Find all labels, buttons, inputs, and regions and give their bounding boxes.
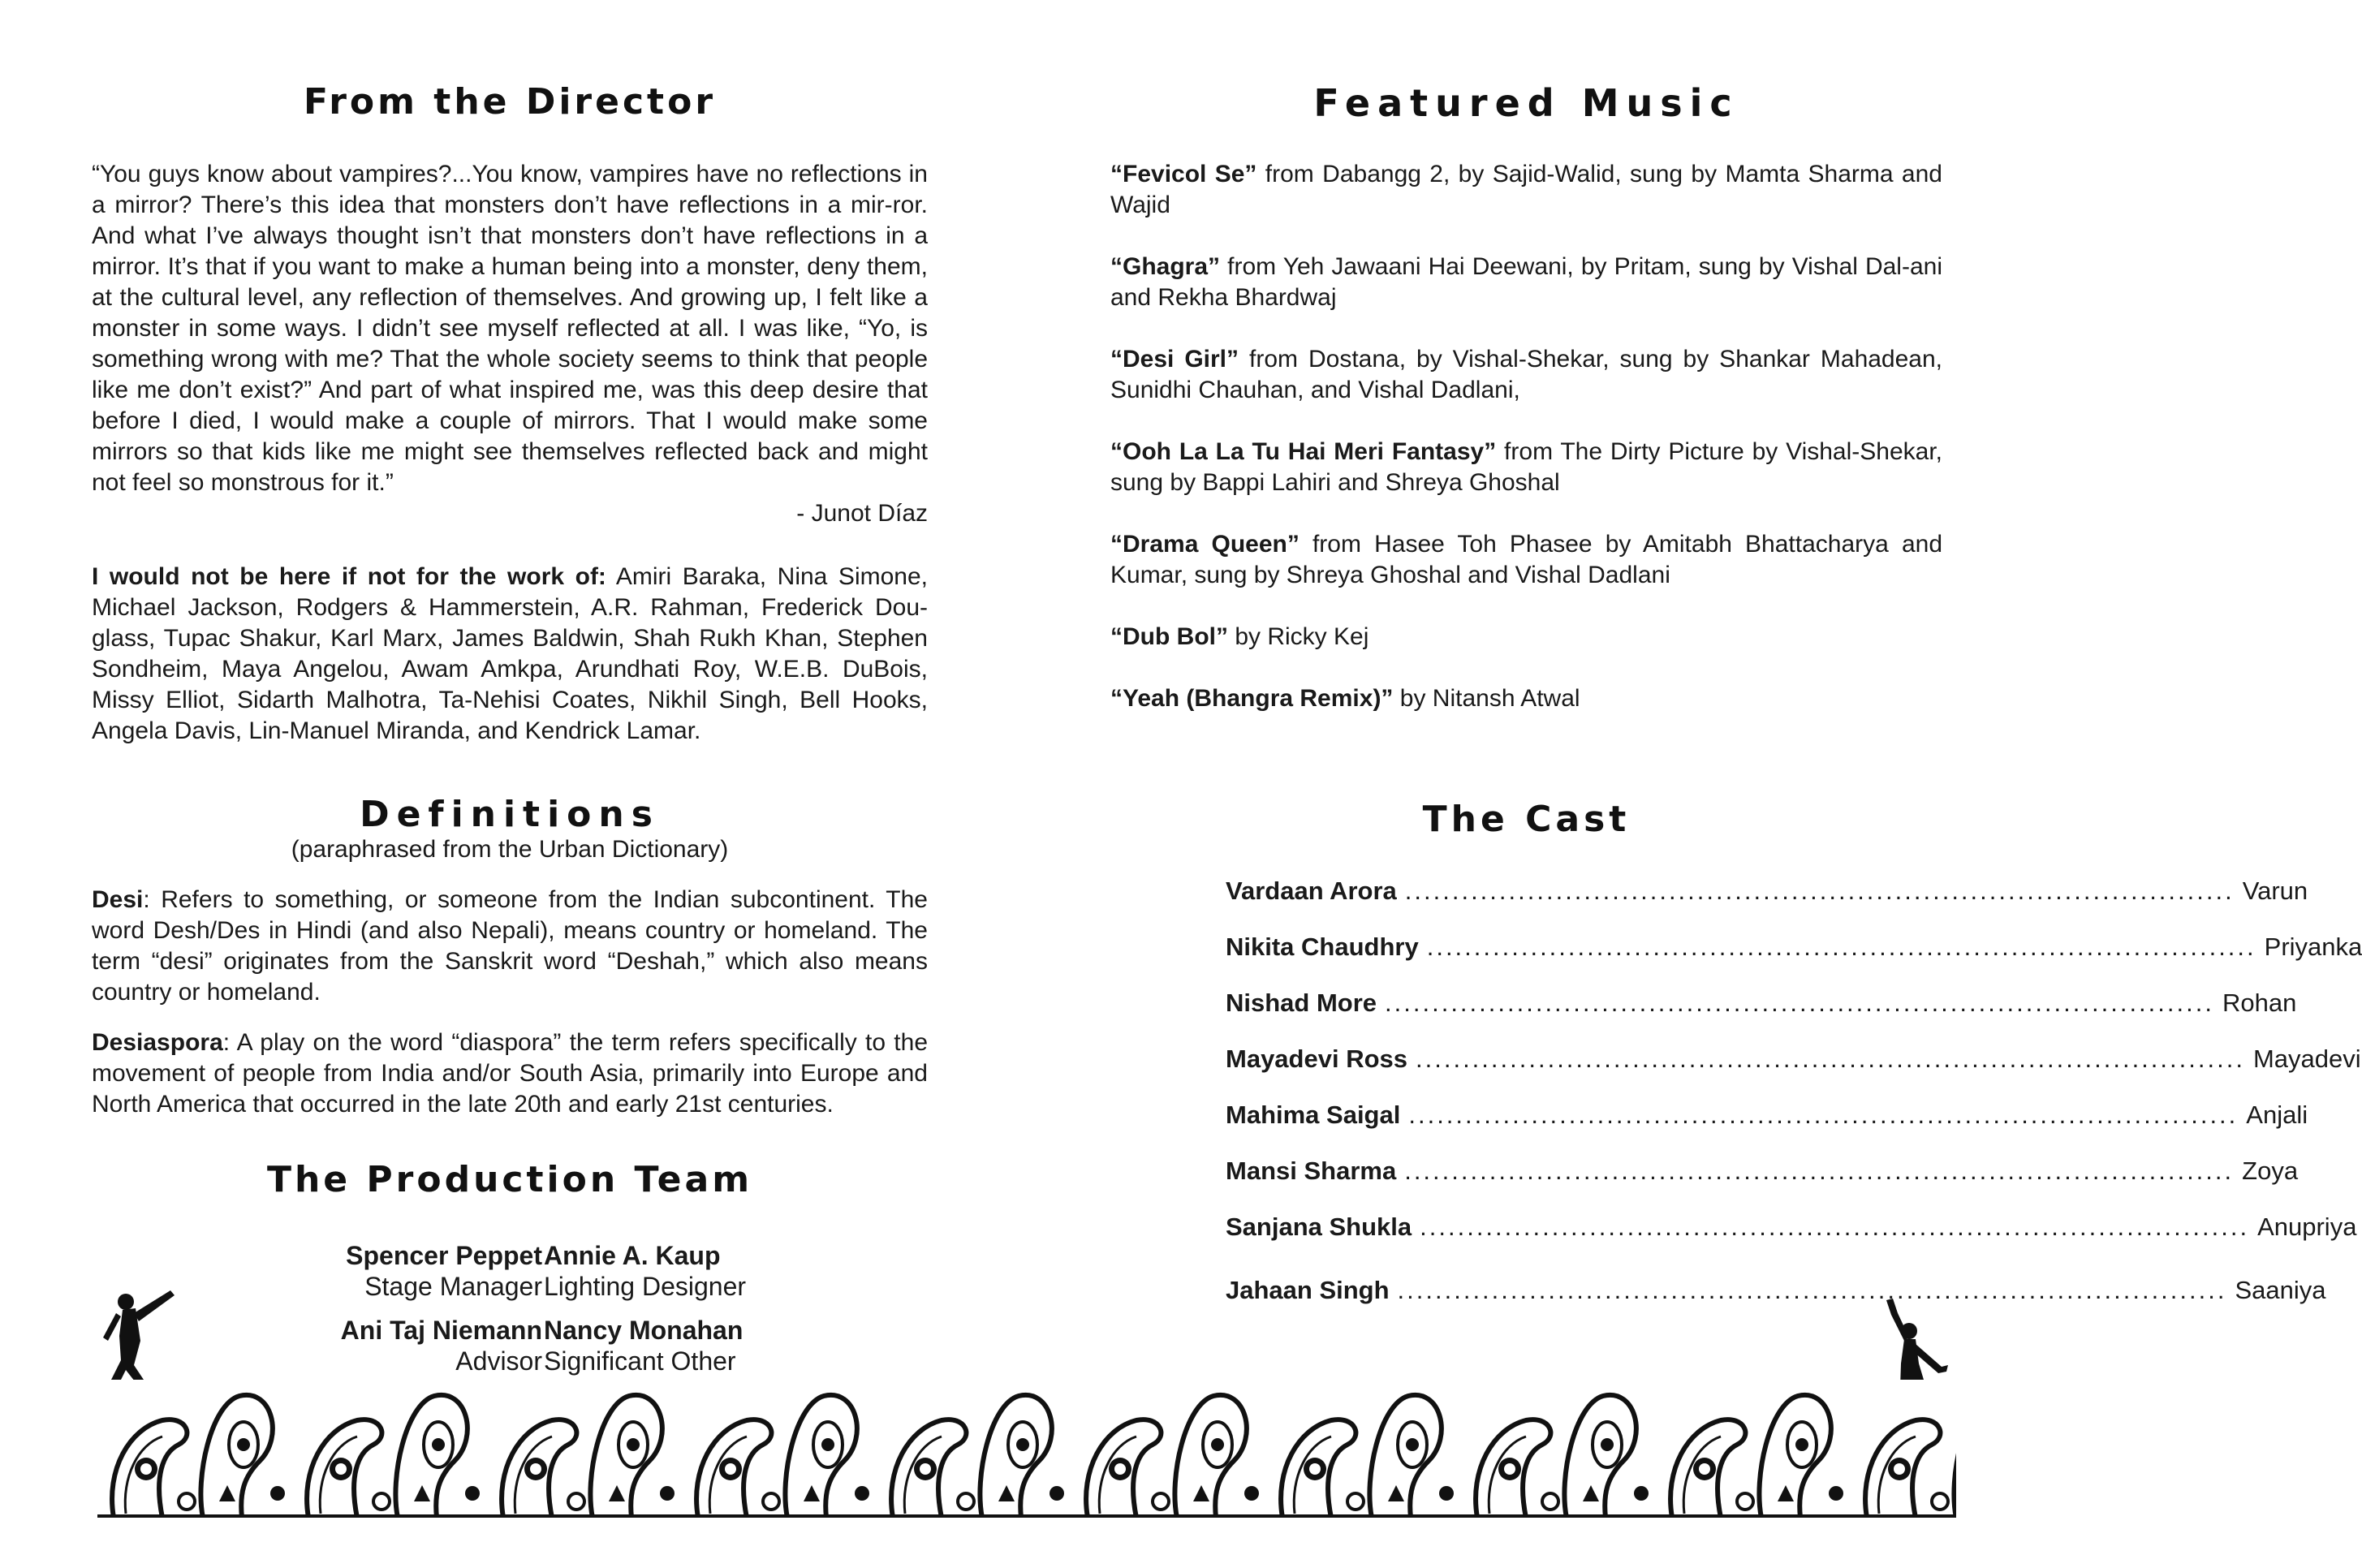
music-item: [1110, 622, 1942, 653]
cast-row: [1226, 877, 2308, 906]
leader-dots: ........................................................................................: [1404, 877, 2235, 905]
song-details: from Yeh Jawaani Hai Deewani, by Pritam, sung by Vishal Dal-ani and Rekha Bhardwaj: [1110, 253, 1942, 311]
definition-desi: [92, 885, 928, 1008]
cast-actor: Jahaan Singh: [1226, 1276, 1390, 1304]
definition-text: : Refers to something, or someone from the Indian subcontinent. The word Desh/Des in Hindi (and also Nepali), means country or homeland. The term “desi” originates from the Sanskrit word “Deshah,” which also means country or homeland.: [92, 886, 928, 1006]
leader-dots: ........................................................................................: [1404, 1157, 2235, 1185]
team-member-name: Spencer Peppet: [346, 1241, 542, 1270]
cast-heading: The Cast: [1422, 799, 1631, 840]
cast-row: [1226, 1276, 2326, 1305]
cast-row: [1226, 1045, 2361, 1074]
influences-paragraph: [92, 562, 928, 747]
cast-actor: Sanjana Shukla: [1226, 1213, 1412, 1241]
music-item: [1110, 529, 1942, 591]
team-member-name: Annie A. Kaup: [544, 1241, 721, 1270]
cast-row: [1226, 989, 2297, 1018]
production-team-heading: The Production Team: [266, 1159, 753, 1200]
definition-desiaspora: [92, 1027, 928, 1120]
cast-role: Mayadevi: [2252, 1045, 2361, 1073]
cast-actor: Vardaan Arora: [1226, 877, 1397, 905]
cast-role: Rohan: [2222, 989, 2297, 1017]
leader-dots: ........................................................................................: [1420, 1213, 2250, 1241]
song-title: “Drama Queen”: [1110, 531, 1300, 558]
song-title: “Yeah (Bhangra Remix)”: [1110, 685, 1394, 712]
song-title: “Desi Girl”: [1110, 346, 1239, 373]
leader-dots: ........................................................................................: [1397, 1276, 2227, 1304]
team-member-role: Advisor: [455, 1346, 542, 1376]
team-member-name: Ani Taj Niemann: [340, 1316, 542, 1345]
cast-row: [1226, 1101, 2308, 1130]
team-member-role: Lighting Designer: [544, 1272, 747, 1301]
definition-term: Desiaspora: [92, 1029, 223, 1056]
music-item: [1110, 159, 1942, 221]
team-member-role: Stage Manager: [364, 1272, 542, 1301]
cast-role: Zoya: [2242, 1157, 2299, 1185]
cast-actor: Nikita Chaudhry: [1226, 933, 1419, 961]
music-heading: Featured Music: [1313, 81, 1739, 125]
song-title: “Ghagra”: [1110, 253, 1221, 280]
cast-role: Anupriya: [2257, 1213, 2357, 1241]
team-member: [544, 1315, 743, 1376]
music-item: [1110, 344, 1942, 406]
team-member: [346, 1240, 542, 1302]
cast-role: Varun: [2242, 877, 2308, 905]
song-details: from Dabangg 2, by Sajid-Walid, sung by Mamta Sharma and Wajid: [1110, 161, 1942, 218]
team-member: [544, 1240, 746, 1302]
song-details: from Hasee Toh Phasee by Amitabh Bhattacharya and Kumar, sung by Shreya Ghoshal and Vishal Dadlani: [1110, 531, 1942, 588]
music-item: [1110, 252, 1942, 313]
cast-role: Saaniya: [2235, 1276, 2326, 1304]
leader-dots: ........................................................................................: [1416, 1045, 2245, 1073]
cast-actor: Mayadevi Ross: [1226, 1045, 1407, 1073]
team-member: [341, 1315, 542, 1376]
cast-actor: Nishad More: [1226, 989, 1377, 1017]
song-details: by Ricky Kej: [1227, 623, 1369, 650]
team-member-role: Significant Other: [544, 1346, 736, 1376]
music-item: [1110, 683, 1942, 714]
cast-row: [1226, 1213, 2357, 1242]
cast-role: Anjali: [2246, 1101, 2308, 1129]
leader-dots: ........................................................................................: [1408, 1101, 2239, 1129]
director-quote: “You guys know about vampires?...You know, vampires have no reflections in a mirror? There’s this idea that monsters don’t have reflections in a mir-ror. And what I’ve always thought isn’t that monsters don’t have reflections in a mirror. It’s that if you want to make a human being into a monster, deny them, at the cultural level, any reflection of themselves. And growing up, I felt like a monster in some ways. I didn’t see myself reflected at all. I was like, “Yo, is something wrong with me? That the whole society seems to think that people like me don’t exist?” And part of what inspired me, was this deep desire that before I died, I would make a couple of mirrors. That I would make some mirrors so that kids like me might see themselves reflected back and might not feel so monstrous for it.”: [92, 161, 928, 496]
cast-actor: Mansi Sharma: [1226, 1157, 1397, 1185]
cast-row: [1226, 933, 2362, 962]
cast-row: [1226, 1157, 2299, 1186]
definitions-subheading: (paraphrased from the Urban Dictionary): [291, 836, 729, 863]
quote-author: - Junot Díaz: [796, 500, 928, 527]
team-member-name: Nancy Monahan: [544, 1316, 744, 1345]
song-title: “Ooh La La Tu Hai Meri Fantasy”: [1110, 438, 1497, 465]
song-details: from Dostana, by Vishal-Shekar, sung by Shankar Mahadean, Sunidhi Chauhan, and Vishal Dadlani,: [1110, 346, 1943, 403]
song-title: “Dub Bol”: [1110, 623, 1228, 650]
influences-lead: I would not be here if not for the work of:: [92, 563, 606, 590]
song-title: “Fevicol Se”: [1110, 161, 1257, 187]
music-item: [1110, 437, 1942, 498]
definition-term: Desi: [92, 886, 144, 913]
paisley-border-ornament: [97, 1380, 1956, 1518]
song-details: from The Dirty Picture by Vishal-Shekar, sung by Bappi Lahiri and Shreya Ghoshal: [1110, 438, 1943, 496]
cast-role: Priyanka: [2264, 933, 2362, 961]
director-heading: From the Director: [303, 81, 717, 123]
cast-actor: Mahima Saigal: [1226, 1101, 1401, 1129]
leader-dots: ........................................................................................: [1385, 989, 2214, 1017]
influences-list: Amiri Baraka, Nina Simone, Michael Jackson, Rodgers & Hammerstein, A.R. Rahman, Frederick Dou-glass, Tupac Shakur, Karl Marx, James Baldwin, Shah Rukh Khan, Stephen Sondheim, Maya Angelou, Awam Amkpa, Arundhati Roy, W.E.B. DuBois, Missy Elliot, Sidarth Malhotra, Ta-Nehisi Coates, Nikhil Singh, Bell Hooks, Angela Davis, Lin-Manuel Miranda, and Kendrick Lamar.: [92, 563, 928, 744]
song-details: by Nitansh Atwal: [1393, 685, 1580, 712]
definition-text: : A play on the word “diaspora” the term refers specifically to the movement of people from India and/or South Asia, primarily into Europe and North America that occurred in the late 20th and early 21st centuries.: [92, 1029, 928, 1118]
leader-dots: ........................................................................................: [1426, 933, 2256, 961]
definitions-heading: Definitions: [360, 794, 660, 835]
